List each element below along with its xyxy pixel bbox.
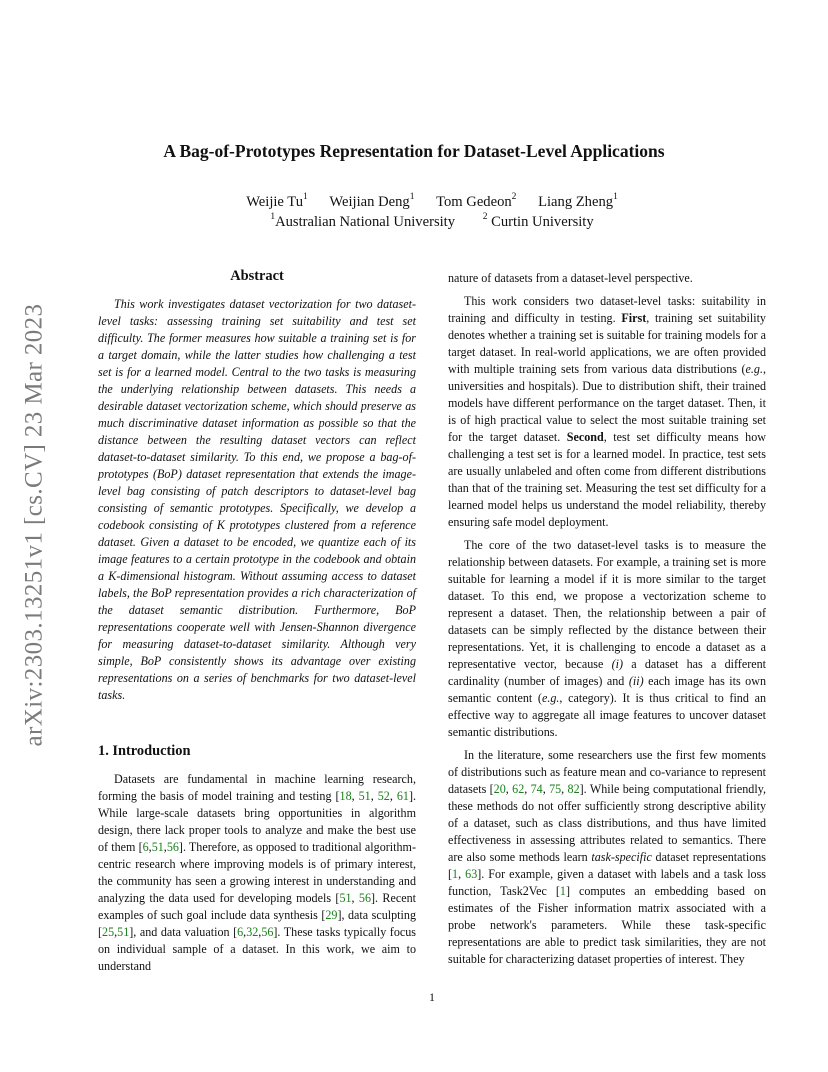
right-column: [448, 270, 766, 974]
affiliation: $^2$ Curtin University: [482, 212, 594, 230]
text-run: ]. Therefore, as opposed to traditional algorithm-centric research where improving models is of primary interest, the community has seen a growing interest in understanding and analyzing the data used for developing models [: [98, 840, 416, 905]
author-list: [0, 194, 828, 211]
citation-link[interactable]: 51: [151, 840, 164, 854]
citation-link[interactable]: 63: [465, 867, 478, 881]
citation-link[interactable]: 20: [493, 782, 506, 796]
text-run: ]. While large-scale datasets bring opportunities in algorithm design, there lack proper tools to analyze and make the best use of them [: [98, 789, 416, 854]
bold-text: Second: [566, 430, 604, 444]
text-run: The core of the two dataset-level tasks is to measure the relationship between datasets. For example, a training set is more suitable for learning a model if it is more similar to the target dataset. To this end, we propose a vectorization scheme to represent a dataset. Then, the relationship between a pair of datasets can be simply reflected by the distance between their representations. Yet, it is challenging to encode a dataset as a representative vector, because: [448, 538, 766, 671]
text-run: ] computes an embedding based on estimates of the Fisher information matrix associated with a probe network's parameters. While these task-specific representations are able to predict task similarities, they are not suitable for characterizing dataset properties of interest. They: [448, 884, 766, 966]
text-run: dataset representations [: [448, 850, 766, 881]
citation-link[interactable]: 52: [377, 789, 390, 803]
text-run: This work considers two dataset-level tasks: suitability in training and difficulty in testing.: [448, 294, 766, 325]
text-run: ,: [542, 782, 550, 796]
text-run: ]. For example, given a dataset with labels and a task loss function, Task2Vec [: [448, 867, 767, 898]
abstract-body: This work investigates dataset vectorization for two dataset-level tasks: assessing training set suitability and test set difficulty. The former measures how suitable a training set is for a target domain, while the latter studies how challenging a test set is for a learned model. Central to the two tasks is measuring the underlying relationship between datasets. This needs a desirable dataset vectorization scheme, which should preserve as much discriminative dataset information as possible so that the distance between the resulting dataset vectors can reflect dataset-to-dataset similarity. To this end, we propose a bag-of-prototypes (BoP) dataset representation that extends the image-level bag consisting of patch descriptors to dataset-level bag consisting of semantic prototypes. Specifically, we develop a codebook consisting of K prototypes clustered from a reference dataset. Given a dataset to be encoded, we quantize each of its image features to a certain prototype in the codebook and obtain a K-dimensional histogram. Without assuming access to dataset labels, the BoP representation provides a rich characterization of the dataset semantic distribution. Furthermore, BoP representations cooperate well with Jensen-Shannon divergence for measuring dataset-to-dataset similarity. Although very simple, BoP consistently shows its advantage over existing representations on a series of benchmarks for two dataset-level tasks.: [98, 297, 416, 702]
text-run: each image has its own semantic content (: [448, 674, 766, 705]
text-run: ,: [258, 925, 262, 939]
text-run: ,: [458, 867, 466, 881]
text-run: ,: [351, 891, 359, 905]
text-run: ], data sculpting [: [98, 908, 416, 939]
text-run: , test set difficulty means how challenging a test set is for a learned model. In practice, test sets are usually unlabeled and often come from different distributions than that of the training set. Measuring the test set difficulty for a learned model helps us understand the model reliability, thereby ensuring safe model deployment.: [448, 430, 766, 529]
italic-text: e.g.: [541, 691, 560, 705]
introduction-paragraph-continued: [448, 270, 766, 287]
affiliation: $^1$Australian National University: [270, 212, 456, 230]
citation-link[interactable]: 6: [237, 925, 244, 939]
arxiv-identifier-stamp: [14, 290, 54, 760]
text-run: ,: [114, 925, 118, 939]
introduction-paragraph: [448, 293, 766, 531]
text-run: ]. These tasks typically focus on individual sample of a dataset. In this work, we aim to understand: [98, 925, 416, 973]
citation-link[interactable]: 61: [396, 789, 409, 803]
text-run: nature of datasets from a dataset-level perspective.: [448, 271, 693, 285]
page-number: 1: [429, 990, 435, 1004]
introduction-heading: 1. Introduction: [98, 743, 191, 759]
text-run: ,: [148, 840, 152, 854]
citation-link[interactable]: 51: [117, 925, 130, 939]
text-run: ,: [505, 782, 513, 796]
introduction-paragraph: [98, 771, 416, 975]
text-run: ,: [561, 782, 568, 796]
citation-link[interactable]: 1: [452, 867, 459, 881]
text-run: ]. Recent examples of such goal include data synthesis [: [98, 891, 417, 922]
citation-link[interactable]: 6: [142, 840, 149, 854]
citation-link[interactable]: 74: [530, 782, 543, 796]
text-run: ,: [243, 925, 247, 939]
text-run: ], and data valuation [: [129, 925, 238, 939]
affiliation-list: [0, 214, 828, 231]
author: Tom Gedeon$^2$: [436, 192, 517, 210]
citation-link[interactable]: 1: [559, 884, 566, 898]
author: Weijian Deng$^1$: [329, 192, 415, 210]
bold-text: First: [621, 311, 647, 325]
text-run: ,: [389, 789, 397, 803]
text-run: ,: [163, 840, 167, 854]
citation-link[interactable]: 56: [261, 925, 274, 939]
italic-text: (ii): [628, 674, 644, 688]
citation-link[interactable]: 51: [358, 789, 371, 803]
citation-link[interactable]: 51: [339, 891, 352, 905]
italic-text: task-specific: [591, 850, 652, 864]
author: Liang Zheng$^1$: [538, 192, 618, 210]
citation-link[interactable]: 82: [567, 782, 580, 796]
text-run: Datasets are fundamental in machine learning research, forming the basis of model training and testing [: [98, 772, 416, 803]
citation-link[interactable]: 32: [246, 925, 259, 939]
paper-title: A Bag-of-Prototypes Representation for Dataset-Level Applications: [163, 141, 665, 161]
citation-link[interactable]: 62: [512, 782, 525, 796]
citation-link[interactable]: 29: [325, 908, 338, 922]
italic-text: e.g.: [745, 362, 763, 376]
text-run: ,: [351, 789, 359, 803]
arxiv-identifier-text: arXiv:2303.13251v1 [cs.CV] 23 Mar 2023: [20, 303, 47, 747]
text-run: In the literature, some researchers use the first few moments of distributions such as feature mean and co-variance to represent datasets [: [448, 748, 766, 796]
introduction-paragraph: [448, 747, 766, 968]
text-run: ,: [370, 789, 378, 803]
left-column: [98, 268, 416, 981]
text-run: , universities and hospitals). Due to distribution shift, their trained models have different performance on the target dataset. Then, it is of high practical value to select the most suitable training set for the target dataset.: [448, 362, 766, 444]
abstract-heading: Abstract: [230, 268, 284, 284]
text-run: ,: [524, 782, 531, 796]
italic-text: (i): [611, 657, 623, 671]
author: Weijie Tu$^1$: [246, 192, 308, 210]
introduction-paragraph: [448, 537, 766, 741]
text-run: ]. While being computational friendly, these methods do not offer sufficiently strong descriptive ability of a dataset, such as class distributions, and thus have limited effectiveness in assessing attributes related to semantics. There are also some methods learn: [448, 782, 766, 864]
citation-link[interactable]: 25: [102, 925, 115, 939]
citation-link[interactable]: 56: [358, 891, 372, 905]
citation-link[interactable]: 18: [339, 789, 352, 803]
text-run: , category). It is thus critical to find an effective way to aggregate all image features to uncover dataset semantic distributions.: [448, 691, 766, 739]
text-run: a dataset has a different cardinality (number of images) and: [448, 657, 767, 688]
citation-link[interactable]: 56: [166, 840, 179, 854]
text-run: , training set suitability denotes whether a training set is suitable for training models for a target dataset. In real-world applications, we are often provided with multiple training sets from various data distributions (: [448, 311, 766, 376]
citation-link[interactable]: 75: [549, 782, 562, 796]
